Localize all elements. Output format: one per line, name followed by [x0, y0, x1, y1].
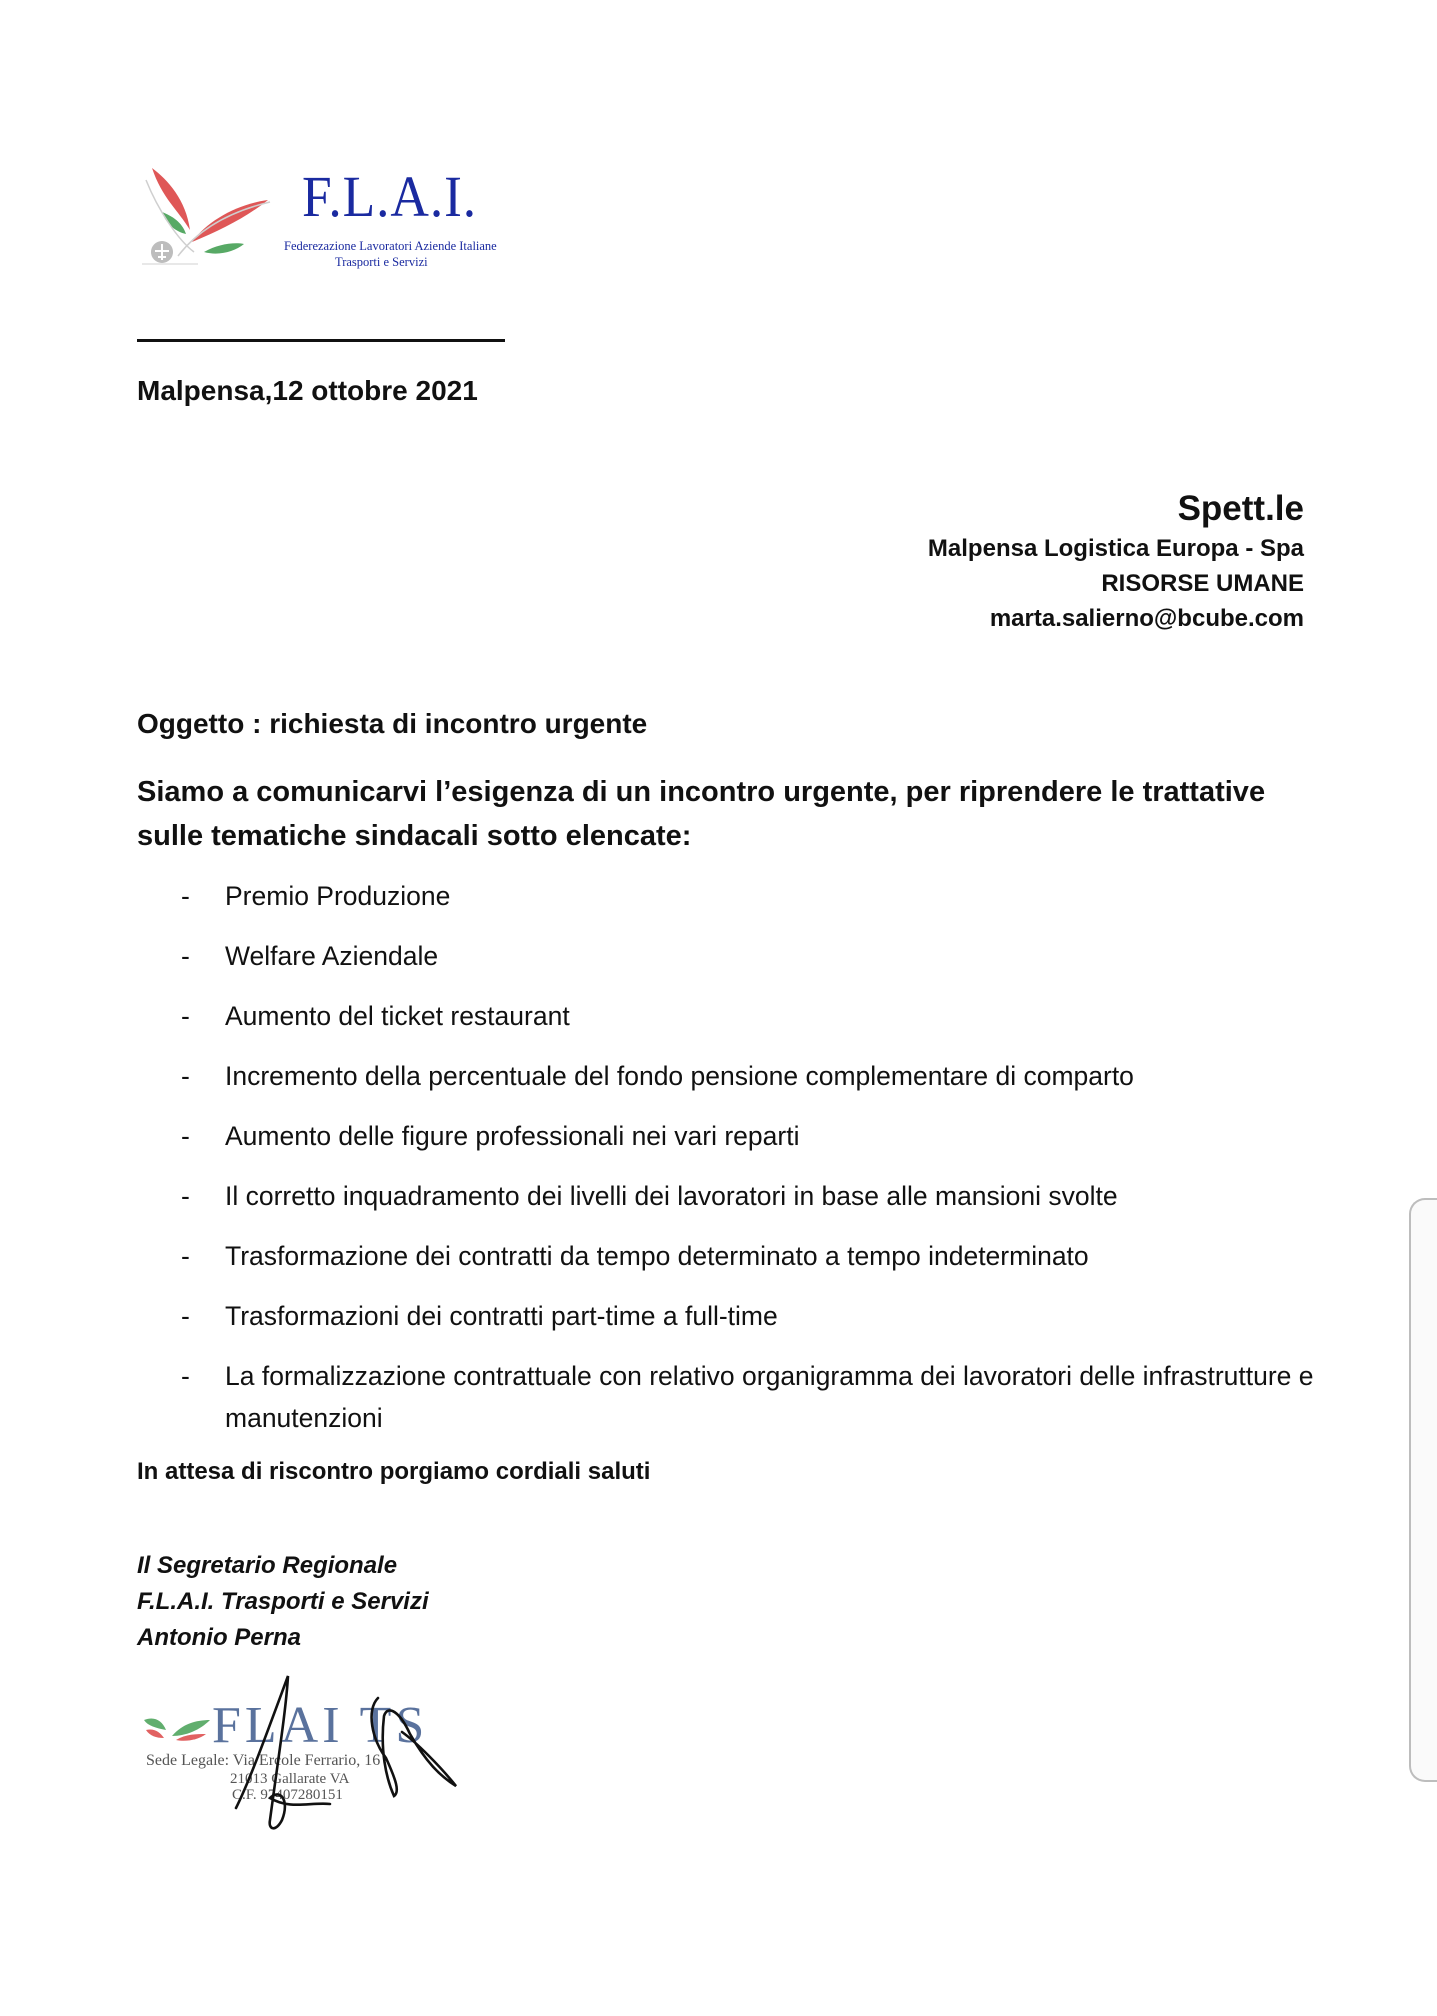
bullet-dash: - — [181, 1181, 190, 1211]
list-item: - Trasformazione dei contratti da tempo determinato a tempo indeterminato — [137, 1235, 1317, 1277]
letter-closing: In attesa di riscontro porgiamo cordiali saluti — [137, 1458, 651, 1485]
logo-subtitle-2: Trasporti e Servizi — [335, 255, 428, 269]
bullet-dash: - — [181, 1301, 190, 1331]
bullet-dash: - — [181, 1361, 190, 1391]
handwritten-signature-icon — [140, 1670, 480, 1840]
letter-date: Malpensa,12 ottobre 2021 — [137, 375, 478, 406]
list-item: - Welfare Aziendale — [137, 935, 1317, 977]
list-item: - La formalizzazione contrattuale con relativo organigramma dei lavoratori delle infrastrutture e manutenzioni — [137, 1355, 1317, 1439]
list-item: - Aumento delle figure professionali nei vari reparti — [137, 1115, 1317, 1157]
list-item: - Premio Produzione — [137, 875, 1317, 917]
list-item: - Incremento della percentuale del fondo pensione complementare di comparto — [137, 1055, 1317, 1097]
recipient-salutation: Spett.le — [1177, 489, 1304, 528]
stamp-address: Sede Legale: Via Ercole Ferrario, 16 — [146, 1752, 381, 1769]
stamp-tax-code: C.F. 97407280151 — [232, 1787, 343, 1803]
bullet-dash: - — [181, 1061, 190, 1091]
recipient-email[interactable]: marta.salierno@bcube.com — [989, 605, 1304, 632]
letter-intro: Siamo a comunicarvi l’esigenza di un incontro urgente, per riprendere le trattative sulle tematiche sindacali sotto elencate: — [137, 776, 1266, 852]
bullet-dash: - — [181, 941, 190, 971]
bullet-dash: - — [181, 1241, 190, 1271]
topics-list — [137, 875, 1317, 1457]
logo-subtitle: Federezazione Lavoratori Aziende Italiane — [284, 239, 497, 253]
list-item: - Aumento del ticket restaurant — [137, 995, 1317, 1037]
logo-title: F.L.A.I. — [302, 164, 478, 229]
recipient-department: RISORSE UMANE — [1101, 570, 1304, 597]
bullet-dash: - — [181, 1001, 190, 1031]
letter-subject: Oggetto : richiesta di incontro urgente — [137, 708, 648, 739]
flai-logo — [138, 160, 497, 275]
side-panel-handle[interactable] — [1409, 1198, 1437, 1782]
stamp-city: 21013 Gallarate VA — [230, 1771, 350, 1787]
signature-block — [137, 1548, 429, 1656]
list-item: - Il corretto inquadramento dei livelli dei lavoratori in base alle mansioni svolte — [137, 1175, 1317, 1217]
organization-stamp — [140, 1670, 480, 1840]
recipient-block — [928, 487, 1304, 636]
signatory-organization: F.L.A.I. Trasporti e Servizi — [137, 1588, 429, 1615]
bullet-dash: - — [181, 1121, 190, 1151]
recipient-company: Malpensa Logistica Europa - Spa — [927, 535, 1304, 562]
bullet-dash: - — [181, 881, 190, 911]
stamp-title: FLAI TS — [212, 1697, 429, 1754]
list-item: - Trasformazioni dei contratti part-time a full-time — [137, 1295, 1317, 1337]
butterfly-logo-icon — [138, 160, 298, 275]
signatory-name: Antonio Perna — [137, 1624, 302, 1651]
signatory-role: Il Segretario Regionale — [137, 1552, 398, 1579]
header-divider — [137, 339, 505, 342]
